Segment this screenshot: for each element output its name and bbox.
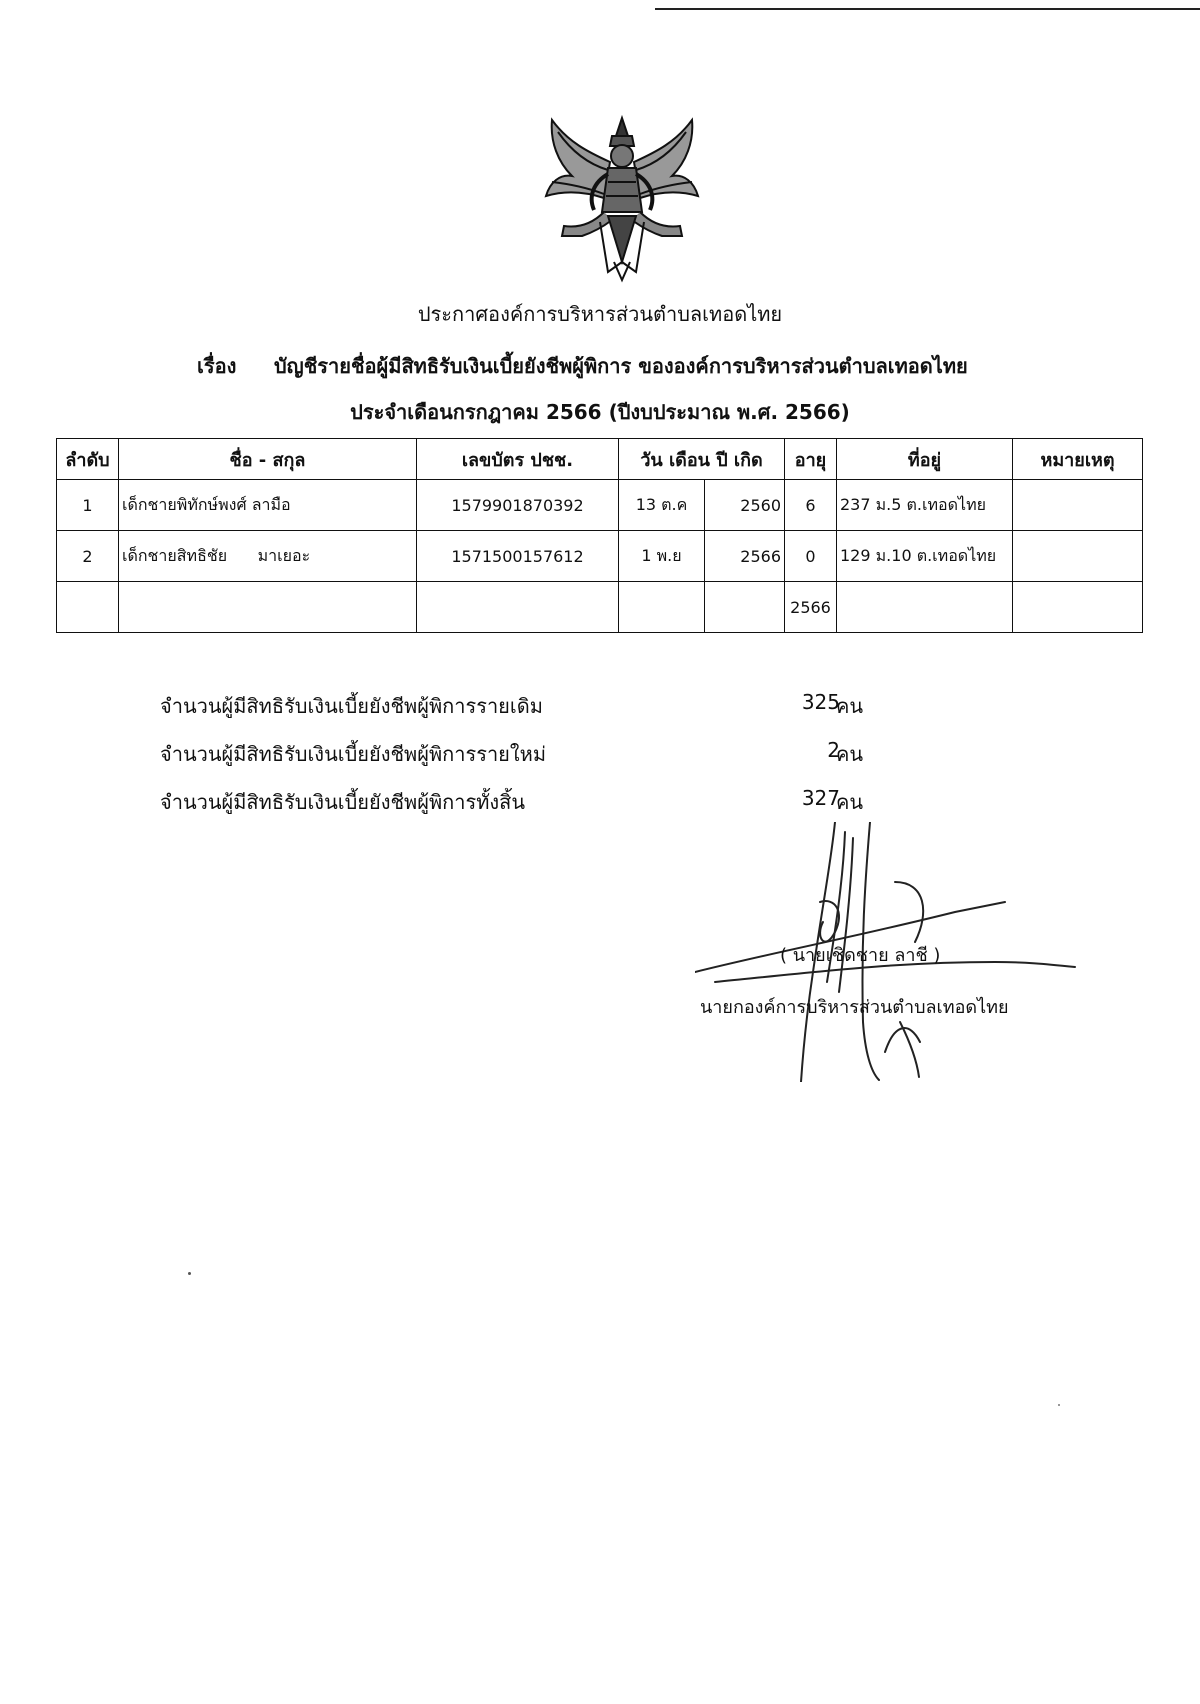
summary-value: 2 bbox=[827, 738, 840, 762]
cell-note bbox=[1013, 531, 1143, 582]
cell-name: เด็กชายสิทธิชัย มาเยอะ bbox=[119, 531, 417, 582]
signatory-name: ( นายเชิดชาย ลาชี ) bbox=[780, 945, 941, 966]
summary-value: 325 bbox=[801, 690, 840, 714]
summary-unit: คน bbox=[836, 742, 864, 766]
summary-value: 327 bbox=[801, 786, 840, 810]
cell-id: 1571500157612 bbox=[417, 531, 619, 582]
signatory-position: นายกองค์การบริหารส่วนตำบลเทอดไทย bbox=[700, 997, 1009, 1018]
garuda-emblem-icon bbox=[538, 112, 706, 284]
cell-address bbox=[837, 582, 1013, 633]
summary-label: จำนวนผู้มีสิทธิรับเงินเบี้ยยังชีพผู้พิการรายเดิม bbox=[160, 694, 543, 718]
header-id: เลขบัตร ปชช. bbox=[417, 439, 619, 480]
header-birth: วัน เดือน ปี เกิด bbox=[619, 439, 785, 480]
header-age: อายุ bbox=[785, 439, 837, 480]
header-note: หมายเหตุ bbox=[1013, 439, 1143, 480]
cell-birth-day: 13 ต.ค bbox=[619, 480, 705, 531]
cell-birth-year bbox=[705, 582, 785, 633]
subject-text: บัญชีรายชื่อผู้มีสิทธิรับเงินเบี้ยยังชีพผู้พิการ ขององค์การบริหารส่วนตำบลเทอดไทย bbox=[273, 354, 968, 378]
summary-unit: คน bbox=[836, 790, 864, 814]
cell-id bbox=[417, 582, 619, 633]
scan-speck bbox=[1058, 1404, 1060, 1406]
table-row bbox=[57, 480, 1143, 531]
beneficiary-table bbox=[56, 438, 1143, 633]
cell-age: 2566 bbox=[785, 582, 837, 633]
top-border-line bbox=[655, 8, 1200, 10]
cell-birth-year: 2560 bbox=[705, 480, 785, 531]
summary-label: จำนวนผู้มีสิทธิรับเงินเบี้ยยังชีพผู้พิการทั้งสิ้น bbox=[160, 790, 526, 814]
table-header-row bbox=[57, 439, 1143, 480]
table-row bbox=[57, 582, 1143, 633]
subject-line bbox=[197, 350, 968, 382]
summary-unit: คน bbox=[836, 694, 864, 718]
cell-no: 2 bbox=[57, 531, 119, 582]
cell-address: 237 ม.5 ต.เทอดไทย bbox=[837, 480, 1013, 531]
summary-row-new bbox=[160, 738, 880, 786]
scan-speck bbox=[188, 1272, 191, 1275]
cell-id: 1579901870392 bbox=[417, 480, 619, 531]
cell-note bbox=[1013, 582, 1143, 633]
header-no: ลำดับ bbox=[57, 439, 119, 480]
subject-label: เรื่อง bbox=[197, 354, 237, 378]
cell-no: 1 bbox=[57, 480, 119, 531]
summary-block bbox=[160, 690, 880, 834]
cell-address: 129 ม.10 ต.เทอดไทย bbox=[837, 531, 1013, 582]
cell-age: 6 bbox=[785, 480, 837, 531]
table-row bbox=[57, 531, 1143, 582]
period-line: ประจำเดือนกรกฎาคม 2566 (ปีงบประมาณ พ.ศ. 2566) bbox=[350, 400, 850, 424]
cell-note bbox=[1013, 480, 1143, 531]
cell-age: 0 bbox=[785, 531, 837, 582]
cell-birth-day: 1 พ.ย bbox=[619, 531, 705, 582]
header-name: ชื่อ - สกุล bbox=[119, 439, 417, 480]
cell-no bbox=[57, 582, 119, 633]
cell-name: เด็กชายพิทักษ์พงศ์ ลามือ bbox=[119, 480, 417, 531]
cell-birth-year: 2566 bbox=[705, 531, 785, 582]
announcement-title: ประกาศองค์การบริหารส่วนตำบลเทอดไทย bbox=[417, 302, 783, 326]
cell-birth-day bbox=[619, 582, 705, 633]
summary-row-existing bbox=[160, 690, 880, 738]
cell-name bbox=[119, 582, 417, 633]
summary-label: จำนวนผู้มีสิทธิรับเงินเบี้ยยังชีพผู้พิการรายใหม่ bbox=[160, 742, 547, 766]
header-address: ที่อยู่ bbox=[837, 439, 1013, 480]
